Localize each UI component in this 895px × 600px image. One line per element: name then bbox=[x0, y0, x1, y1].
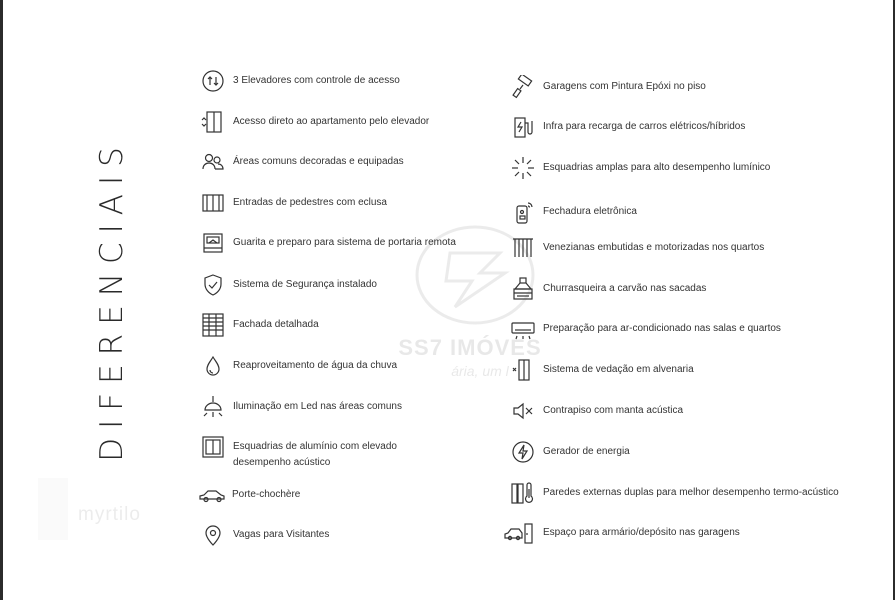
elevator-door-icon bbox=[201, 110, 225, 134]
feature-label: Fachada detalhada bbox=[233, 319, 319, 330]
paint-roller-icon bbox=[511, 75, 535, 99]
feature-item bbox=[201, 73, 400, 93]
feature-item bbox=[511, 204, 637, 224]
feature-label bbox=[233, 439, 397, 471]
water-drop-icon bbox=[201, 354, 225, 378]
feature-item bbox=[511, 281, 706, 301]
feature-label: Paredes externas duplas para melhor desempenho termo-acústico bbox=[543, 487, 839, 498]
feature-item bbox=[511, 240, 764, 260]
feature-item bbox=[511, 119, 745, 139]
feature-item bbox=[201, 277, 377, 297]
feature-label: Iluminação em Led nas áreas comuns bbox=[233, 401, 402, 412]
watermark-name: SS7 IMÓVES bbox=[398, 335, 542, 360]
feature-label: 3 Elevadores com controle de acesso bbox=[233, 75, 400, 86]
sunburst-icon bbox=[511, 156, 535, 180]
speaker-muted-icon bbox=[511, 399, 535, 423]
facade-icon bbox=[201, 313, 225, 337]
grill-icon bbox=[511, 277, 535, 301]
ev-charger-icon bbox=[511, 115, 535, 139]
ceiling-lamp-icon bbox=[201, 395, 225, 419]
feature-item bbox=[511, 485, 839, 505]
feature-label: Espaço para armário/depósito nas garagens bbox=[543, 527, 740, 538]
people-icon bbox=[201, 150, 225, 174]
feature-item bbox=[504, 525, 740, 545]
air-conditioner-icon bbox=[511, 317, 535, 341]
brand-logo bbox=[38, 478, 148, 540]
elevator-arrows-icon bbox=[201, 69, 225, 93]
car-icon bbox=[198, 483, 226, 507]
feature-item bbox=[198, 487, 300, 507]
location-pin-icon bbox=[201, 523, 225, 547]
feature-label: Infra para recarga de carros elétricos/híbridos bbox=[543, 121, 746, 132]
window-frame-icon bbox=[201, 435, 225, 459]
page-title: DIFERENCIAIS bbox=[94, 138, 130, 462]
feature-item bbox=[201, 527, 329, 547]
gate-icon bbox=[201, 191, 225, 215]
wall-seal-icon bbox=[511, 358, 535, 382]
feature-item bbox=[201, 154, 404, 174]
feature-label: Sistema de vedação em alvenaria bbox=[543, 364, 694, 375]
feature-label: Garagens com Pintura Epóxi no piso bbox=[543, 81, 706, 92]
feature-label: Fechadura eletrônica bbox=[543, 206, 637, 217]
feature-label-line1: Esquadrias de alumínio com elevado bbox=[233, 441, 397, 452]
feature-item bbox=[201, 195, 387, 215]
feature-label: Guarita e preparo para sistema de portaria remota bbox=[233, 237, 456, 248]
feature-label: Porte-chochère bbox=[232, 489, 301, 500]
feature-label: Churrasqueira a carvão nas sacadas bbox=[543, 283, 707, 294]
feature-item bbox=[511, 160, 770, 180]
watermark-logo-icon bbox=[380, 215, 570, 335]
feature-item bbox=[511, 444, 630, 464]
feature-label: Preparação para ar-condicionado nas salas e quartos bbox=[543, 323, 781, 334]
feature-item bbox=[201, 114, 429, 134]
feature-label: Áreas comuns decoradas e equipadas bbox=[233, 156, 404, 167]
feature-item bbox=[201, 439, 397, 471]
feature-label: Reaproveitamento de água da chuva bbox=[233, 360, 398, 371]
feature-item bbox=[201, 399, 402, 419]
feature-label: Entradas de pedestres com eclusa bbox=[233, 197, 387, 208]
feature-item bbox=[511, 362, 694, 382]
feature-item bbox=[511, 403, 683, 423]
feature-label: Venezianas embutidas e motorizadas nos quartos bbox=[543, 242, 765, 253]
lightning-icon bbox=[511, 440, 535, 464]
feature-item bbox=[201, 235, 456, 255]
car-storage-icon bbox=[504, 521, 534, 545]
left-border bbox=[0, 0, 3, 600]
feature-label: Acesso direto ao apartamento pelo elevador bbox=[233, 116, 430, 127]
brand-logo-mark bbox=[38, 478, 68, 540]
thermometer-wall-icon bbox=[511, 481, 535, 505]
feature-item bbox=[201, 317, 319, 337]
watermark-slogan: ária, um l bbox=[451, 363, 509, 379]
feature-item bbox=[511, 321, 781, 341]
feature-item bbox=[201, 358, 397, 378]
feature-label-line2: desempenho acústico bbox=[233, 457, 331, 468]
feature-label: Esquadrias amplas para alto desempenho lumínico bbox=[543, 162, 771, 173]
shield-check-icon bbox=[201, 273, 225, 297]
feature-label: Gerador de energia bbox=[543, 446, 630, 457]
feature-label: Contrapiso com manta acústica bbox=[543, 405, 684, 416]
brand-name: myrtilo bbox=[78, 504, 141, 525]
feature-item bbox=[511, 79, 706, 99]
smart-lock-icon bbox=[511, 200, 535, 224]
blinds-icon bbox=[511, 236, 535, 260]
feature-label: Vagas para Visitantes bbox=[233, 529, 330, 540]
feature-label: Sistema de Segurança instalado bbox=[233, 279, 377, 290]
guardhouse-icon bbox=[201, 231, 225, 255]
